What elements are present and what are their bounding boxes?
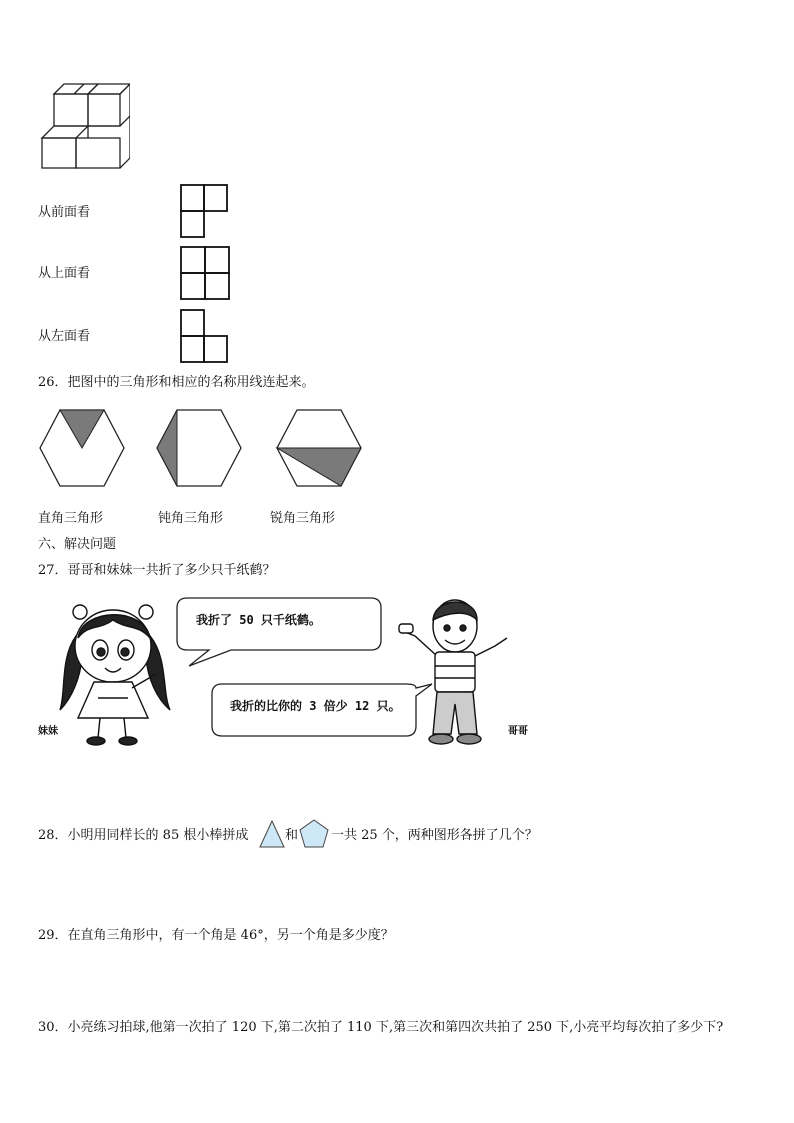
question-27: 27．哥哥和妹妹一共折了多少只千纸鹤？ <box>38 563 276 578</box>
view-label-left: 从左面看 <box>38 329 91 344</box>
boy-illustration <box>395 594 515 752</box>
hexagon-acute-triangle <box>38 408 128 488</box>
top-view-grid <box>180 246 232 302</box>
view-label-top: 从上面看 <box>38 266 91 281</box>
name-acute-triangle: 锐角三角形 <box>270 511 336 526</box>
hexagon-right-triangle <box>155 408 245 488</box>
girl-label: 妹妹 <box>38 726 58 737</box>
question-26: 26．把图中的三角形和相应的名称用线连起来。 <box>38 375 315 390</box>
triangle-icon <box>258 819 286 849</box>
girl-illustration <box>58 598 178 748</box>
left-view-grid <box>180 309 230 365</box>
question-28-part1: 28．小明用同样长的 85 根小棒拼成 <box>38 828 249 843</box>
name-obtuse-triangle: 钝角三角形 <box>158 511 224 526</box>
name-right-triangle: 直角三角形 <box>38 511 104 526</box>
speech-bubble-girl <box>175 596 385 670</box>
question-28-part2: 一共 25 个，两种图形各拼了几个？ <box>331 828 538 843</box>
question-29: 29．在直角三角形中，有一个角是 46°，另一个角是多少度？ <box>38 928 394 943</box>
question-30: 30．小亮练习拍球,他第一次拍了 120 下,第二次拍了 110 下,第三次和第四次共拍了 250 下,小亮平均每次拍了多少下? <box>38 1020 724 1035</box>
front-view-grid <box>180 184 230 240</box>
question-28-and: 和 <box>285 828 299 843</box>
cube-stack-figure <box>40 82 130 170</box>
pentagon-icon <box>298 818 330 850</box>
bubble-girl-text: 我折了 50 只千纸鹤。 <box>196 613 321 627</box>
hexagon-obtuse-triangle <box>275 408 365 488</box>
bubble-boy-text: 我折的比你的 3 倍少 12 只。 <box>230 699 401 713</box>
section-6-title: 六、解决问题 <box>38 537 117 552</box>
view-label-front: 从前面看 <box>38 205 91 220</box>
boy-label: 哥哥 <box>508 726 528 737</box>
